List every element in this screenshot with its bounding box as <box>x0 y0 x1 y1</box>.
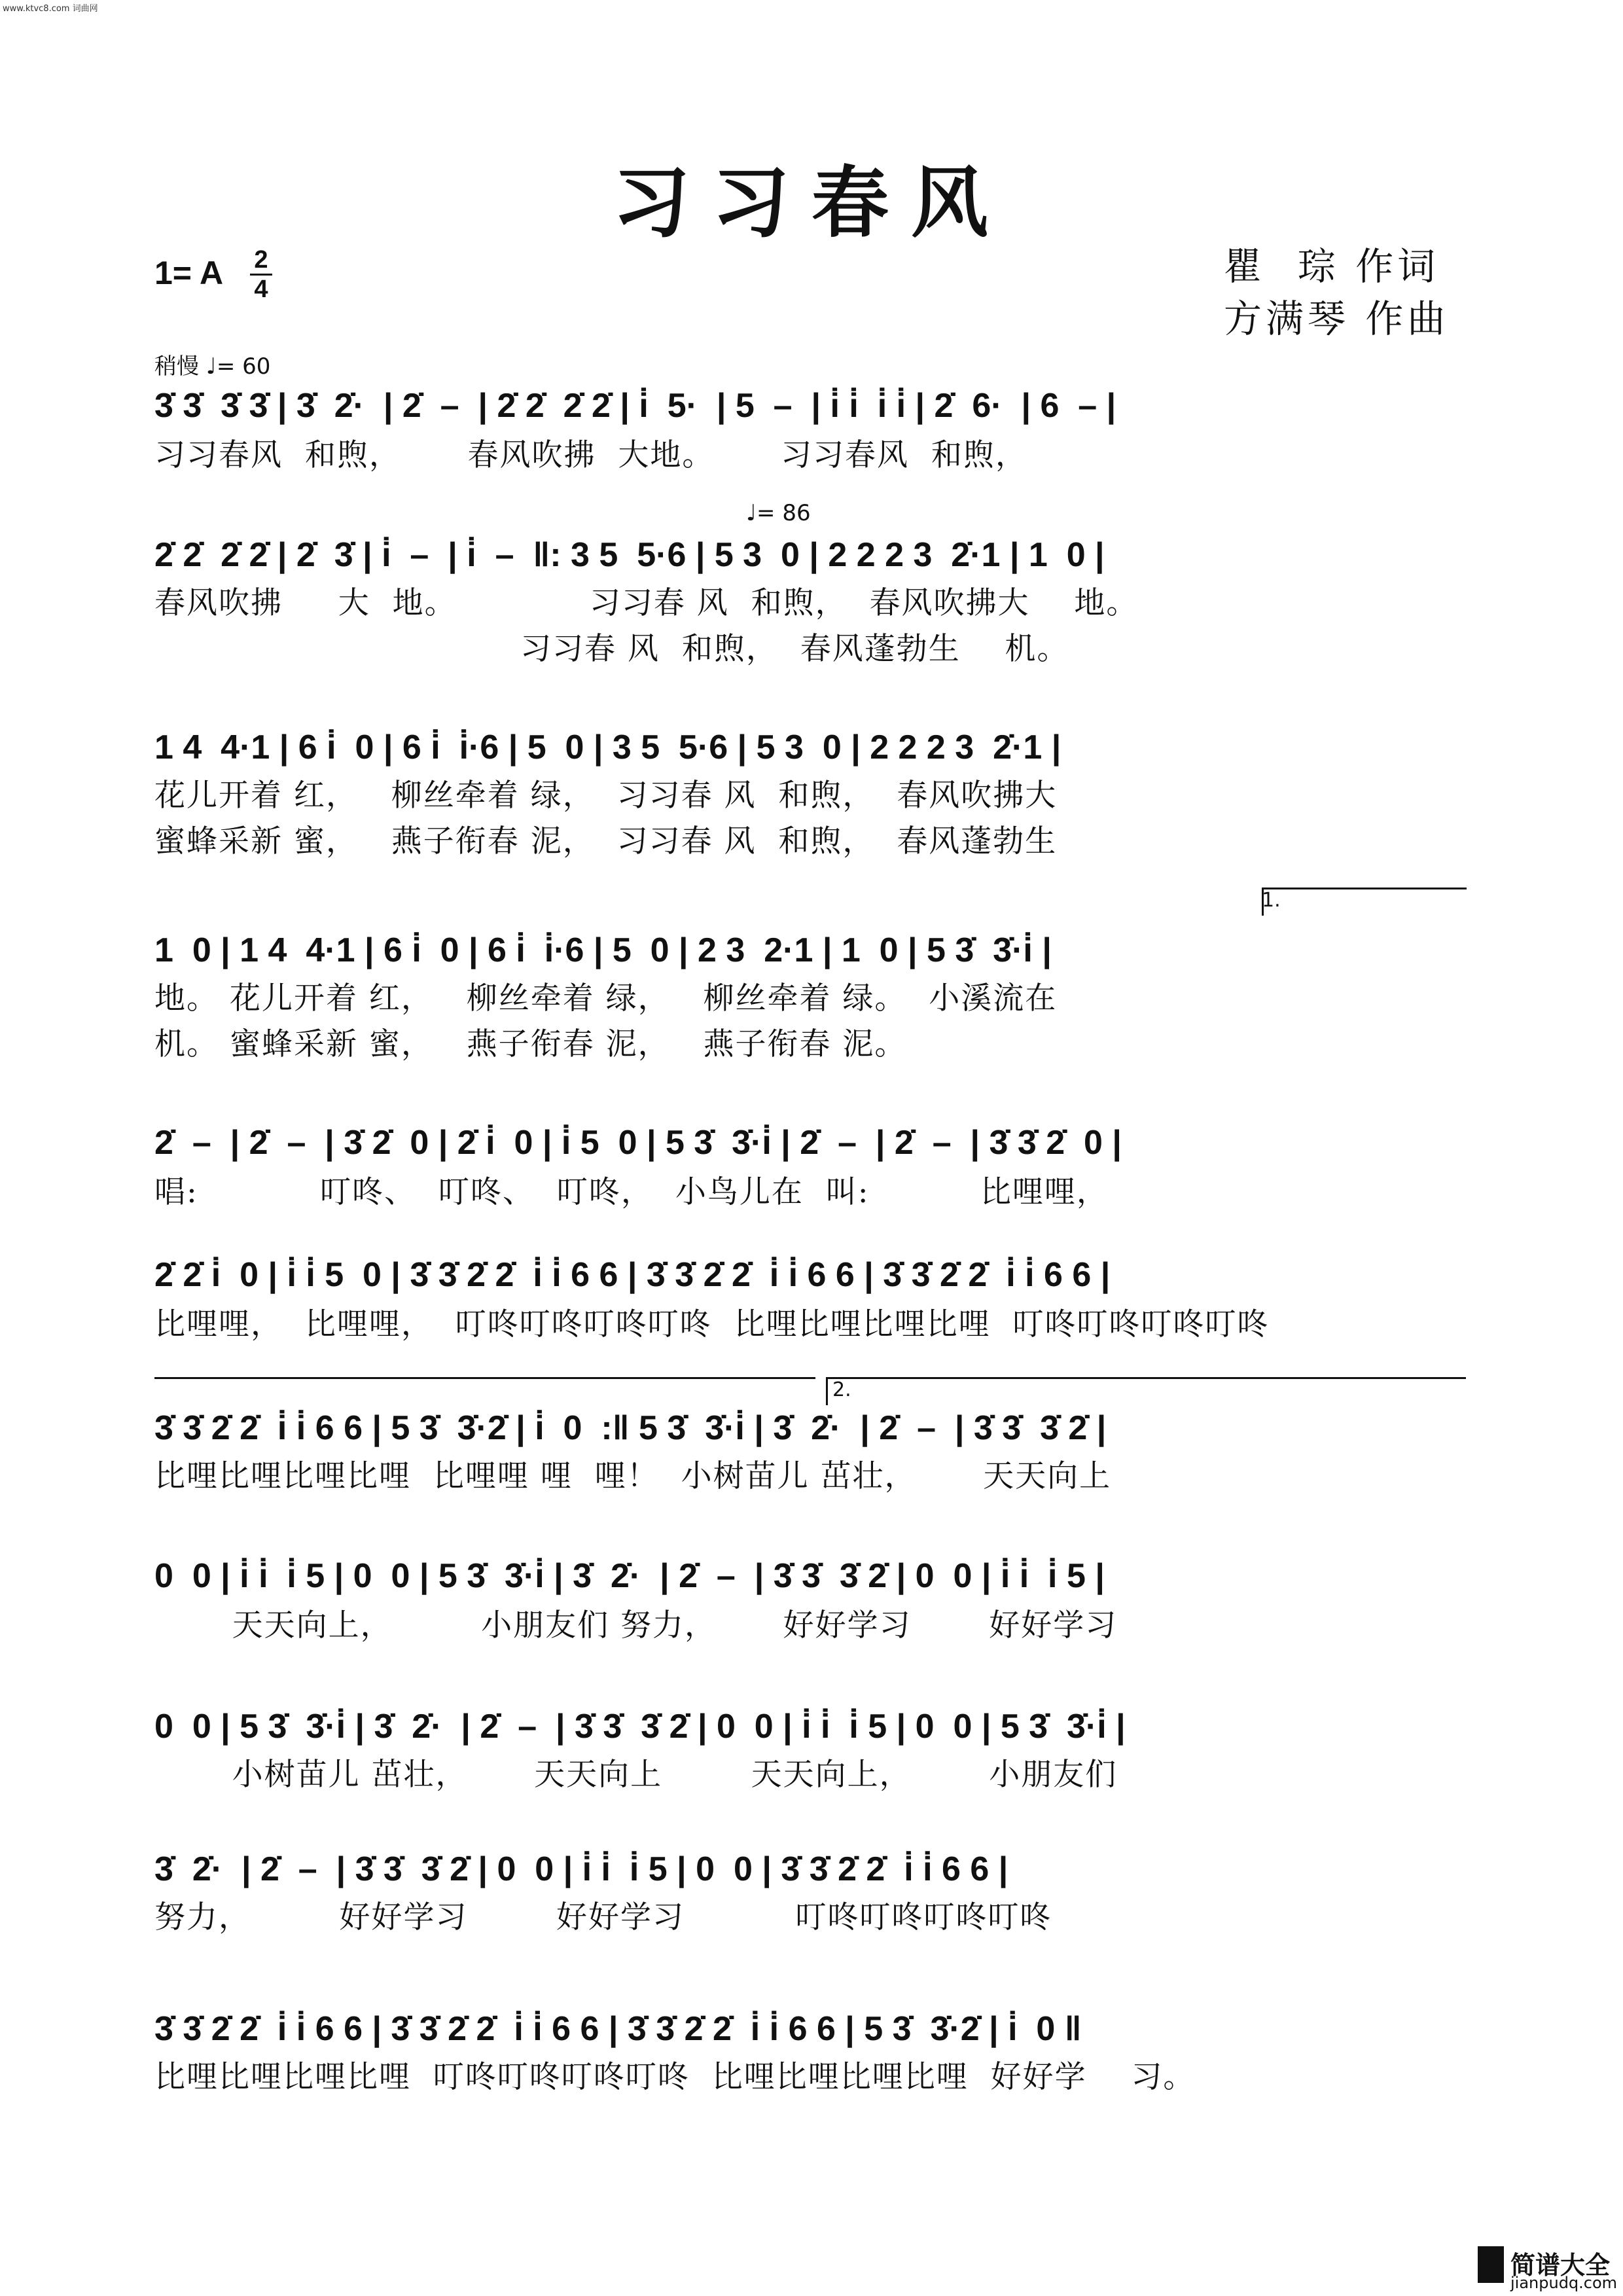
time-sig-top: 2 <box>254 246 268 274</box>
footer-site: jianpudq.com <box>1510 2274 1618 2292</box>
lyric-line: 天天向上， 小朋友们 努力， 好好学习 好好学习 <box>154 1607 1118 1643</box>
score-line: 3̇ 3̇ 2̇ 2̇ i̇ i̇ 6 6 | 3̇ 3̇ 2̇ 2̇ i̇ i̇ 6 6 | 3̇ 3̇ 2̇ 2̇ i̇ i̇ 6 6 | 5 3̇ 3̇·2̇ | i̇ 0 ‖ <box>154 2010 1082 2048</box>
volta-2-bracket <box>826 1377 1466 1405</box>
lyric-line: 习习春风 和煦， 春风吹拂 大地。 习习春风 和煦， <box>154 437 1027 473</box>
volta-2-label: 2. <box>832 1378 851 1401</box>
score-line: 2̇ 2̇ 2̇ 2̇ | 2̇ 3̇ | i̇ – | i̇ – ‖: 3 5 5·6 | 5 3 0 | 2 2 2 3 2̇·1 | 1 0 | <box>154 536 1105 574</box>
volta-1-continuation <box>154 1377 815 1379</box>
score-line: 0 0 | 5 3̇ 3̇·i̇ | 3̇ 2̇· | 2̇ – | 3̇ 3̇ 3̇ 2̇ | 0 0 | i̇ i̇ i̇ 5 | 0 0 | 5 3̇ 3̇·i̇ | <box>154 1708 1126 1746</box>
score-line: 3̇ 3̇ 2̇ 2̇ i̇ i̇ 6 6 | 5 3̇ 3̇·2̇ | i̇ 0 :‖ 5 3̇ 3̇·i̇ | 3̇ 2̇· | 2̇ – | 3̇ 3̇ 3̇ 2̇ | <box>154 1409 1107 1447</box>
site-header: www.ktvc8.com 词曲网 <box>3 4 98 14</box>
lyric-line: 花儿开着 红， 柳丝牵着 绿， 习习春 风 和煦， 春风吹拂大 <box>154 778 1058 814</box>
volta-1-label: 1. <box>1262 889 1281 912</box>
volta-1-bracket <box>1262 888 1467 916</box>
composer-credit: 方满琴 作曲 <box>1224 296 1450 341</box>
lyricist-credit: 瞿 琮 作词 <box>1224 244 1440 289</box>
score-line: 0 0 | i̇ i̇ i̇ 5 | 0 0 | 5 3̇ 3̇·i̇ | 3̇ 2̇· | 2̇ – | 3̇ 3̇ 3̇ 2̇ | 0 0 | i̇ i̇ i̇ 5 | <box>154 1557 1105 1595</box>
time-signature <box>250 247 272 302</box>
tempo-marking-1: 稍慢 ♩= 60 <box>154 353 271 380</box>
score-line: 3̇ 3̇ 3̇ 3̇ | 3̇ 2̇· | 2̇ – | 2̇ 2̇ 2̇ 2̇ | i̇ 5· | 5 – | i̇ i̇ i̇ i̇ | 2̇ 6· | 6 – | <box>154 387 1116 425</box>
lyric-line: 比哩比哩比哩比哩 叮咚叮咚叮咚叮咚 比哩比哩比哩比哩 好好学 习。 <box>154 2059 1196 2095</box>
lyric-line: 唱: 叮咚、 叮咚、 叮咚， 小鸟儿在 叫: 比哩哩， <box>154 1174 1109 1210</box>
time-sig-bottom: 4 <box>254 276 268 303</box>
lyric-line: 努力， 好好学习 好好学习 叮咚叮咚叮咚叮咚 <box>154 1899 1052 1935</box>
score-line: 1 4 4·1 | 6 i̇ 0 | 6 i̇ i̇·6 | 5 0 | 3 5 5·6 | 5 3 0 | 2 2 2 3 2̇·1 | <box>154 728 1061 766</box>
lyric-line: 地。 花儿开着 红， 柳丝牵着 绿， 柳丝牵着 绿。 小溪流在 <box>154 980 1058 1016</box>
lyric-line: 春风吹拂 大 地。 习习春 风 和煦， 春风吹拂大 地。 <box>154 585 1139 621</box>
lyric-line: 比哩比哩比哩比哩 比哩哩 哩 哩！ 小树苗儿 茁壮， 天天向上 <box>154 1458 1112 1494</box>
score-line: 2̇ 2̇ i̇ 0 | i̇ i̇ 5 0 | 3̇ 3̇ 2̇ 2̇ i̇ i̇ 6 6 | 3̇ 3̇ 2̇ 2̇ i̇ i̇ 6 6 | 3̇ 3̇ 2̇ 2̇ i̇ i̇ 6 6 | <box>154 1256 1111 1294</box>
lyric-line: 机。 蜜蜂采新 蜜， 燕子衔春 泥， 燕子衔春 泥。 <box>154 1026 907 1062</box>
footer-logo: 简谱大全 <box>1510 2251 1611 2280</box>
lyric-line: 比哩哩， 比哩哩， 叮咚叮咚叮咚叮咚 比哩比哩比哩比哩 叮咚叮咚叮咚叮咚 <box>154 1306 1270 1342</box>
song-title: 习习春风 <box>612 158 1010 248</box>
lyric-line: 蜜蜂采新 蜜， 燕子衔春 泥， 习习春 风 和煦， 春风蓬勃生 <box>154 823 1058 859</box>
score-line: 2̇ – | 2̇ – | 3̇ 2̇ 0 | 2̇ i̇ 0 | i̇ 5 0 | 5 3̇ 3̇·i̇ | 2̇ – | 2̇ – | 3̇ 3̇ 2̇ 0 | <box>154 1124 1122 1162</box>
score-line: 3̇ 2̇· | 2̇ – | 3̇ 3̇ 3̇ 2̇ | 0 0 | i̇ i̇ i̇ 5 | 0 0 | 3̇ 3̇ 2̇ 2̇ i̇ i̇ 6 6 | <box>154 1850 1008 1888</box>
key-signature: 1= A <box>154 255 224 291</box>
lyric-line: 小树苗儿 茁壮， 天天向上 天天向上， 小朋友们 <box>154 1757 1118 1793</box>
lyric-line: 习习春 风 和煦， 春风蓬勃生 机。 <box>154 631 1069 667</box>
score-line: 1 0 | 1 4 4·1 | 6 i̇ 0 | 6 i̇ i̇·6 | 5 0 | 2 3 2·1 | 1 0 | 5 3̇ 3̇·i̇ | <box>154 931 1052 969</box>
tempo-marking-2: ♩= 86 <box>746 500 811 526</box>
logo-icon <box>1478 2246 1504 2283</box>
